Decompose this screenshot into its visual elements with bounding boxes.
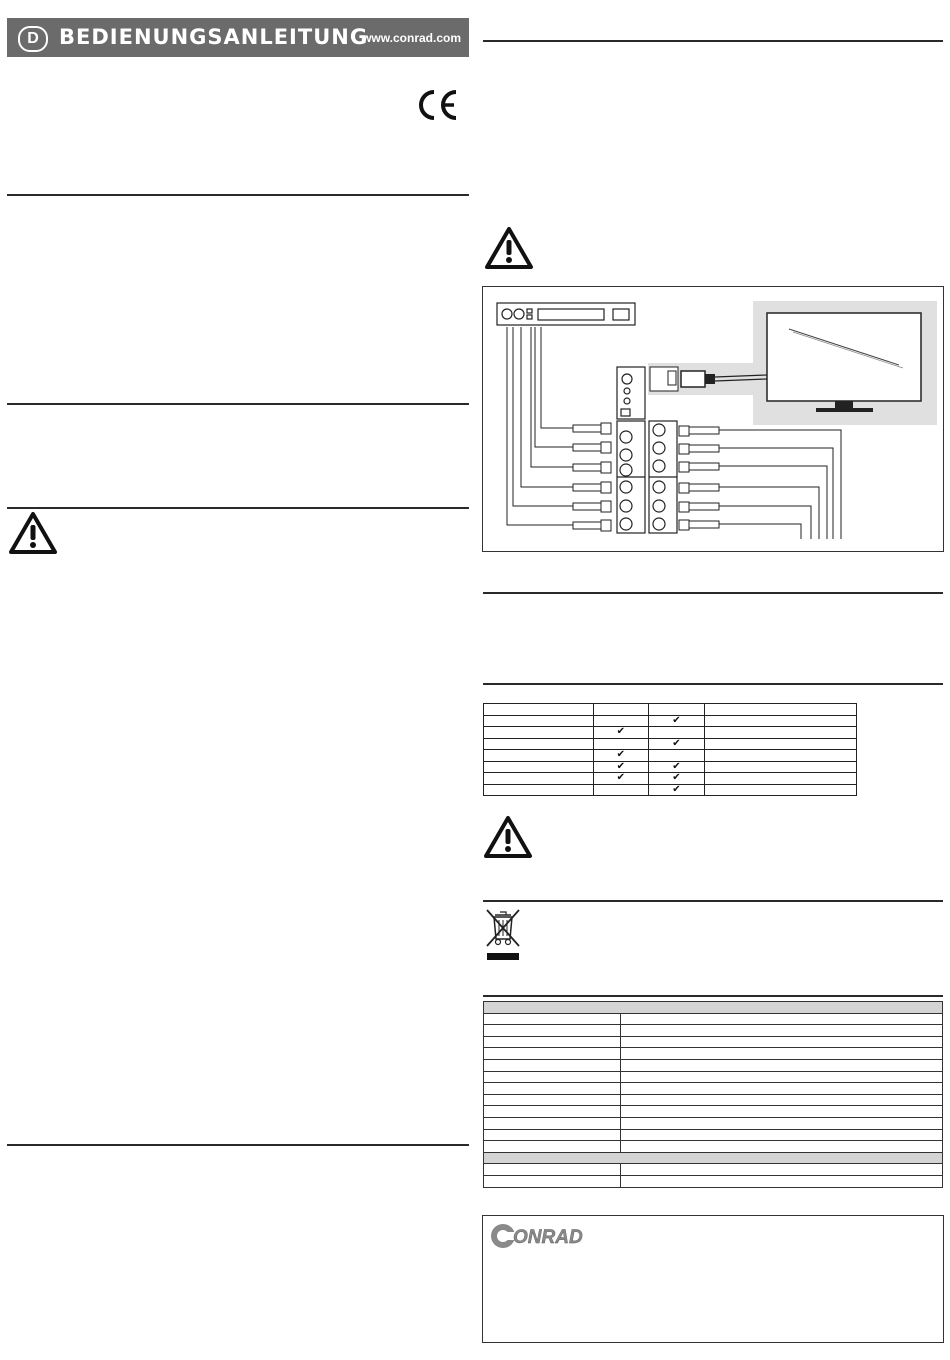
connection-diagram — [482, 286, 944, 552]
table-cell — [484, 1129, 621, 1141]
table-cell — [621, 1059, 943, 1071]
header-band — [7, 18, 469, 57]
table-cell — [621, 1071, 943, 1083]
table-row — [484, 1175, 943, 1187]
table-cell — [484, 1175, 621, 1187]
svg-text:ONRAD: ONRAD — [513, 1227, 583, 1248]
table-row — [484, 1106, 943, 1118]
table-row — [484, 1083, 943, 1095]
table-cell — [648, 750, 705, 762]
table-cell — [484, 1048, 621, 1060]
table-cell — [621, 1083, 943, 1095]
imprint-box — [482, 1215, 944, 1343]
website-link[interactable]: www.conrad.com — [362, 31, 461, 45]
table-cell — [484, 784, 594, 796]
table-cell — [484, 761, 594, 773]
section-divider — [483, 592, 943, 594]
table-row — [484, 761, 857, 773]
table-cell — [621, 1036, 943, 1048]
table-row — [484, 1013, 943, 1025]
table-cell — [594, 704, 649, 716]
table-row — [484, 1025, 943, 1037]
checkmark-icon: ✔ — [648, 773, 705, 785]
table-row — [484, 1071, 943, 1083]
table-cell — [484, 1094, 621, 1106]
table-cell — [705, 738, 857, 750]
table-cell — [705, 773, 857, 785]
table-cell — [484, 773, 594, 785]
checkmark-icon: ✔ — [648, 715, 705, 727]
tv-monitor — [648, 301, 937, 425]
table-cell — [484, 1002, 943, 1014]
connection-diagram-drawing — [483, 287, 943, 551]
crossed-out-wheelie-bin-icon — [483, 905, 523, 963]
table-cell — [484, 1164, 621, 1176]
table-row — [484, 1141, 943, 1153]
table-cell — [705, 727, 857, 739]
table-cell — [484, 1117, 621, 1129]
table-cell — [594, 738, 649, 750]
table-cell — [621, 1106, 943, 1118]
compatibility-table — [483, 703, 857, 796]
table-group-header — [484, 1152, 943, 1164]
table-group-header — [484, 1002, 943, 1014]
warning-triangle-icon — [484, 226, 534, 270]
table-cell — [705, 784, 857, 796]
table-row — [484, 1129, 943, 1141]
source-device — [497, 303, 635, 325]
checkmark-icon: ✔ — [594, 761, 649, 773]
table-cell — [484, 727, 594, 739]
output-cables — [679, 426, 841, 539]
table-cell — [621, 1048, 943, 1060]
warning-triangle-icon — [483, 815, 533, 859]
table-cell — [705, 715, 857, 727]
checkmark-icon: ✔ — [648, 761, 705, 773]
table-row — [484, 784, 857, 796]
checkmark-icon: ✔ — [648, 738, 705, 750]
ce-mark-icon — [415, 88, 459, 122]
table-cell — [484, 1036, 621, 1048]
checkmark-icon: ✔ — [648, 784, 705, 796]
table-row — [484, 715, 857, 727]
table-cell — [621, 1117, 943, 1129]
table-row — [484, 1036, 943, 1048]
table-cell — [648, 704, 705, 716]
section-divider — [7, 1144, 469, 1146]
table-row — [484, 773, 857, 785]
table-row — [484, 1117, 943, 1129]
table-cell — [484, 715, 594, 727]
table-cell — [621, 1025, 943, 1037]
table-cell — [705, 761, 857, 773]
table-row — [484, 704, 857, 716]
section-divider — [483, 40, 943, 42]
table-cell — [621, 1164, 943, 1176]
table-cell — [484, 1025, 621, 1037]
section-divider — [483, 900, 943, 902]
table-cell — [621, 1013, 943, 1025]
table-row — [484, 1164, 943, 1176]
language-badge: D — [18, 26, 48, 52]
table-cell — [484, 750, 594, 762]
table-cell — [621, 1094, 943, 1106]
table-cell — [484, 1071, 621, 1083]
table-cell — [484, 1152, 943, 1164]
table-cell — [621, 1129, 943, 1141]
table-cell — [705, 704, 857, 716]
table-cell — [621, 1141, 943, 1153]
table-cell — [484, 704, 594, 716]
warning-triangle-icon — [8, 511, 58, 555]
section-divider — [7, 194, 469, 196]
table-row — [484, 1094, 943, 1106]
table-cell — [484, 1106, 621, 1118]
document-title: BEDIENUNGSANLEITUNG — [59, 25, 369, 49]
table-cell — [484, 1013, 621, 1025]
table-row — [484, 1048, 943, 1060]
section-divider — [7, 507, 469, 509]
table-cell — [594, 784, 649, 796]
section-divider — [7, 403, 469, 405]
table-row — [484, 738, 857, 750]
checkmark-icon: ✔ — [594, 750, 649, 762]
table-cell — [484, 1083, 621, 1095]
table-cell — [648, 727, 705, 739]
table-row — [484, 1059, 943, 1071]
section-divider — [483, 995, 943, 997]
checkmark-icon: ✔ — [594, 773, 649, 785]
table-cell — [484, 1141, 621, 1153]
conrad-logo — [489, 1222, 589, 1250]
checkmark-icon: ✔ — [594, 727, 649, 739]
table-cell — [705, 750, 857, 762]
table-cell — [484, 1059, 621, 1071]
table-row — [484, 727, 857, 739]
section-divider — [483, 683, 943, 685]
input-cables — [507, 327, 611, 531]
table-row — [484, 750, 857, 762]
table-cell — [621, 1175, 943, 1187]
table-cell — [484, 738, 594, 750]
table-cell — [594, 715, 649, 727]
specifications-table — [483, 1001, 943, 1188]
